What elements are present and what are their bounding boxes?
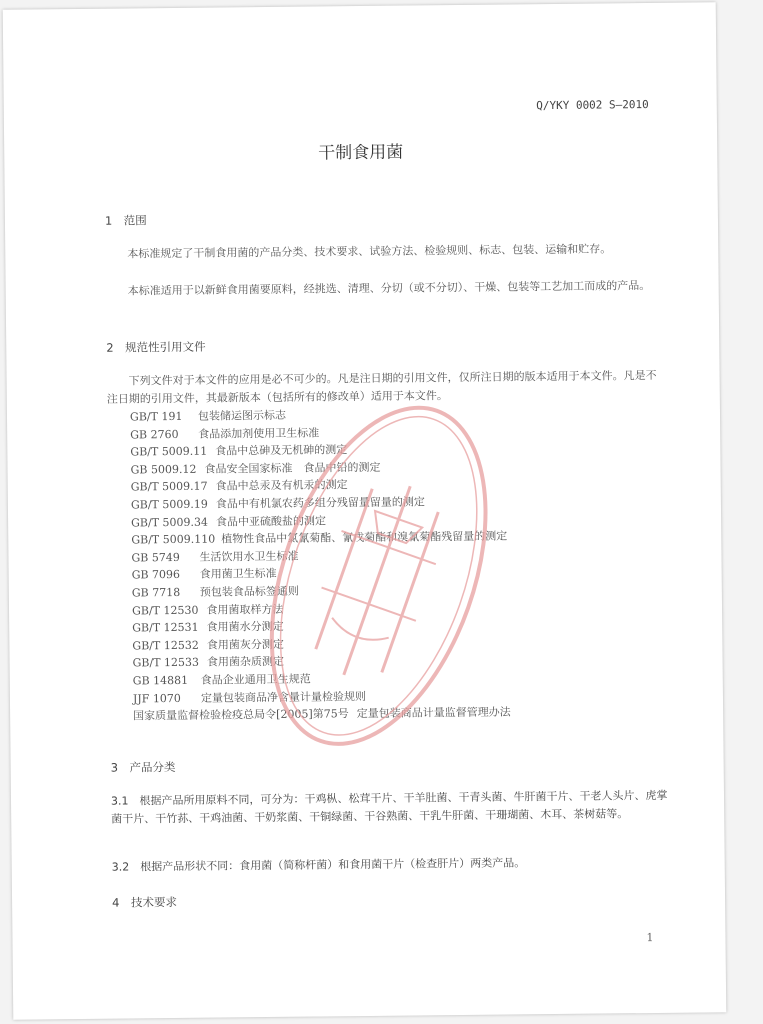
reference-name: 食品中有机氯农药多组分残留量留量的测定 [215, 495, 425, 511]
section-1-paragraph-2: 本标准适用于以新鲜食用菌要原料，经挑选、清理、分切（或不分切）、干燥、包装等工艺加工而成的产品。 [127, 278, 651, 298]
reference-code: GB 5009.12 [130, 462, 197, 477]
reference-name: 食品中总汞及有机汞的测定 [215, 478, 348, 493]
reference-code: GB 7096 [131, 568, 181, 582]
reference-name: 食用菌灰分测定 [206, 637, 284, 652]
reference-code: GB/T 12530 [131, 603, 199, 617]
document-page [3, 2, 727, 1019]
reference-code: 国家质量监督检验检疫总局令[2005]第75号 [133, 707, 349, 723]
reference-name: 食品中亚硫酸盐的测定 [215, 513, 327, 529]
page-number: 1 [646, 930, 654, 945]
reference-code: GB 5749 [131, 550, 180, 565]
reference-name: 食用菌取样方法 [206, 602, 284, 617]
reference-code: GB/T 12532 [132, 638, 199, 653]
reference-name: 食品添加剂使用卫生标准 [198, 426, 320, 441]
reference-name: 植物性食品中氯氰菊酯、氰戊菊酯和溴氰菊酯残留量的测定 [221, 529, 508, 546]
reference-code: GB 2760 [130, 427, 179, 442]
reference-code: GB/T 5009.34 [131, 515, 209, 530]
section-3-heading: 3 产品分类 [110, 759, 176, 775]
reference-name: 包装储运图示标志 [197, 408, 287, 423]
reference-name: 定量包装商品净含量计量检验规则 [200, 689, 367, 705]
section-4-heading: 4 技术要求 [112, 894, 177, 910]
reference-code: GB/T 5009.17 [130, 480, 208, 494]
reference-code: JJF 1070 [132, 691, 181, 705]
reference-name: 食用菌卫生标准 [199, 567, 277, 582]
reference-name: 预包装食品标签通则 [199, 584, 299, 599]
section-3-1-paragraph: 3.1 根据产品所用原料不同，可分为：干鸡枞、松茸干片、干羊肚菌、干青头菌、牛肝菌干片、干老人头片、虎掌菌干片、干竹荪、干鸡油菌、干奶浆菌、干铜绿菌、干谷熟菌、干乳牛肝菌、干珊瑚菌、木耳、茶树菇等。 [110, 788, 668, 826]
section-2-intro: 下列文件对于本文件的应用是必不可少的。凡是注日期的引用文件，仅所注日期的版本适用于本文件。凡是不注日期的引用文件，其最新版本（包括所有的修改单）适用于本文件。 [106, 368, 657, 406]
reference-name: 食品中总砷及无机砷的测定 [215, 443, 348, 458]
section-1-paragraph-1: 本标准规定了干制食用菌的产品分类、技术要求、试验方法、检验规则、标志、包装、运输和贮存。 [127, 242, 612, 261]
section-2-heading: 2 规范性引用文件 [106, 339, 206, 355]
document-title: 干制食用菌 [318, 142, 404, 164]
reference-code: GB 14881 [132, 673, 189, 688]
reference-code: GB/T 12531 [132, 620, 199, 635]
document-code: Q/YKY 0002 S—2010 [536, 98, 649, 113]
reference-code: GB 7718 [131, 585, 181, 600]
reference-name: 生活饮用水卫生标准 [199, 549, 299, 564]
reference-list [130, 403, 693, 726]
section-3-2-paragraph: 3.2 根据产品形状不同：食用菌（简称杆菌）和食用菌干片（检查肝片）两类产品。 [111, 856, 526, 874]
reference-code: GB/T 12533 [132, 656, 200, 670]
reference-code: GB/T 5009.110 [131, 532, 216, 547]
reference-name: 定量包装商品计量监督管理办法 [356, 705, 511, 721]
reference-name: 食品安全国家标准 食品中铅的测定 [204, 460, 381, 476]
reference-code: GB/T 5009.19 [130, 497, 208, 512]
section-1-heading: 1 范围 [104, 213, 147, 228]
reference-name: 食用菌杂质测定 [206, 655, 285, 669]
reference-name: 食用菌水分测定 [206, 619, 284, 634]
reference-code: GB/T 191 [129, 409, 183, 424]
reference-name: 食品企业通用卫生规范 [200, 672, 311, 687]
reference-code: GB/T 5009.11 [130, 444, 208, 459]
